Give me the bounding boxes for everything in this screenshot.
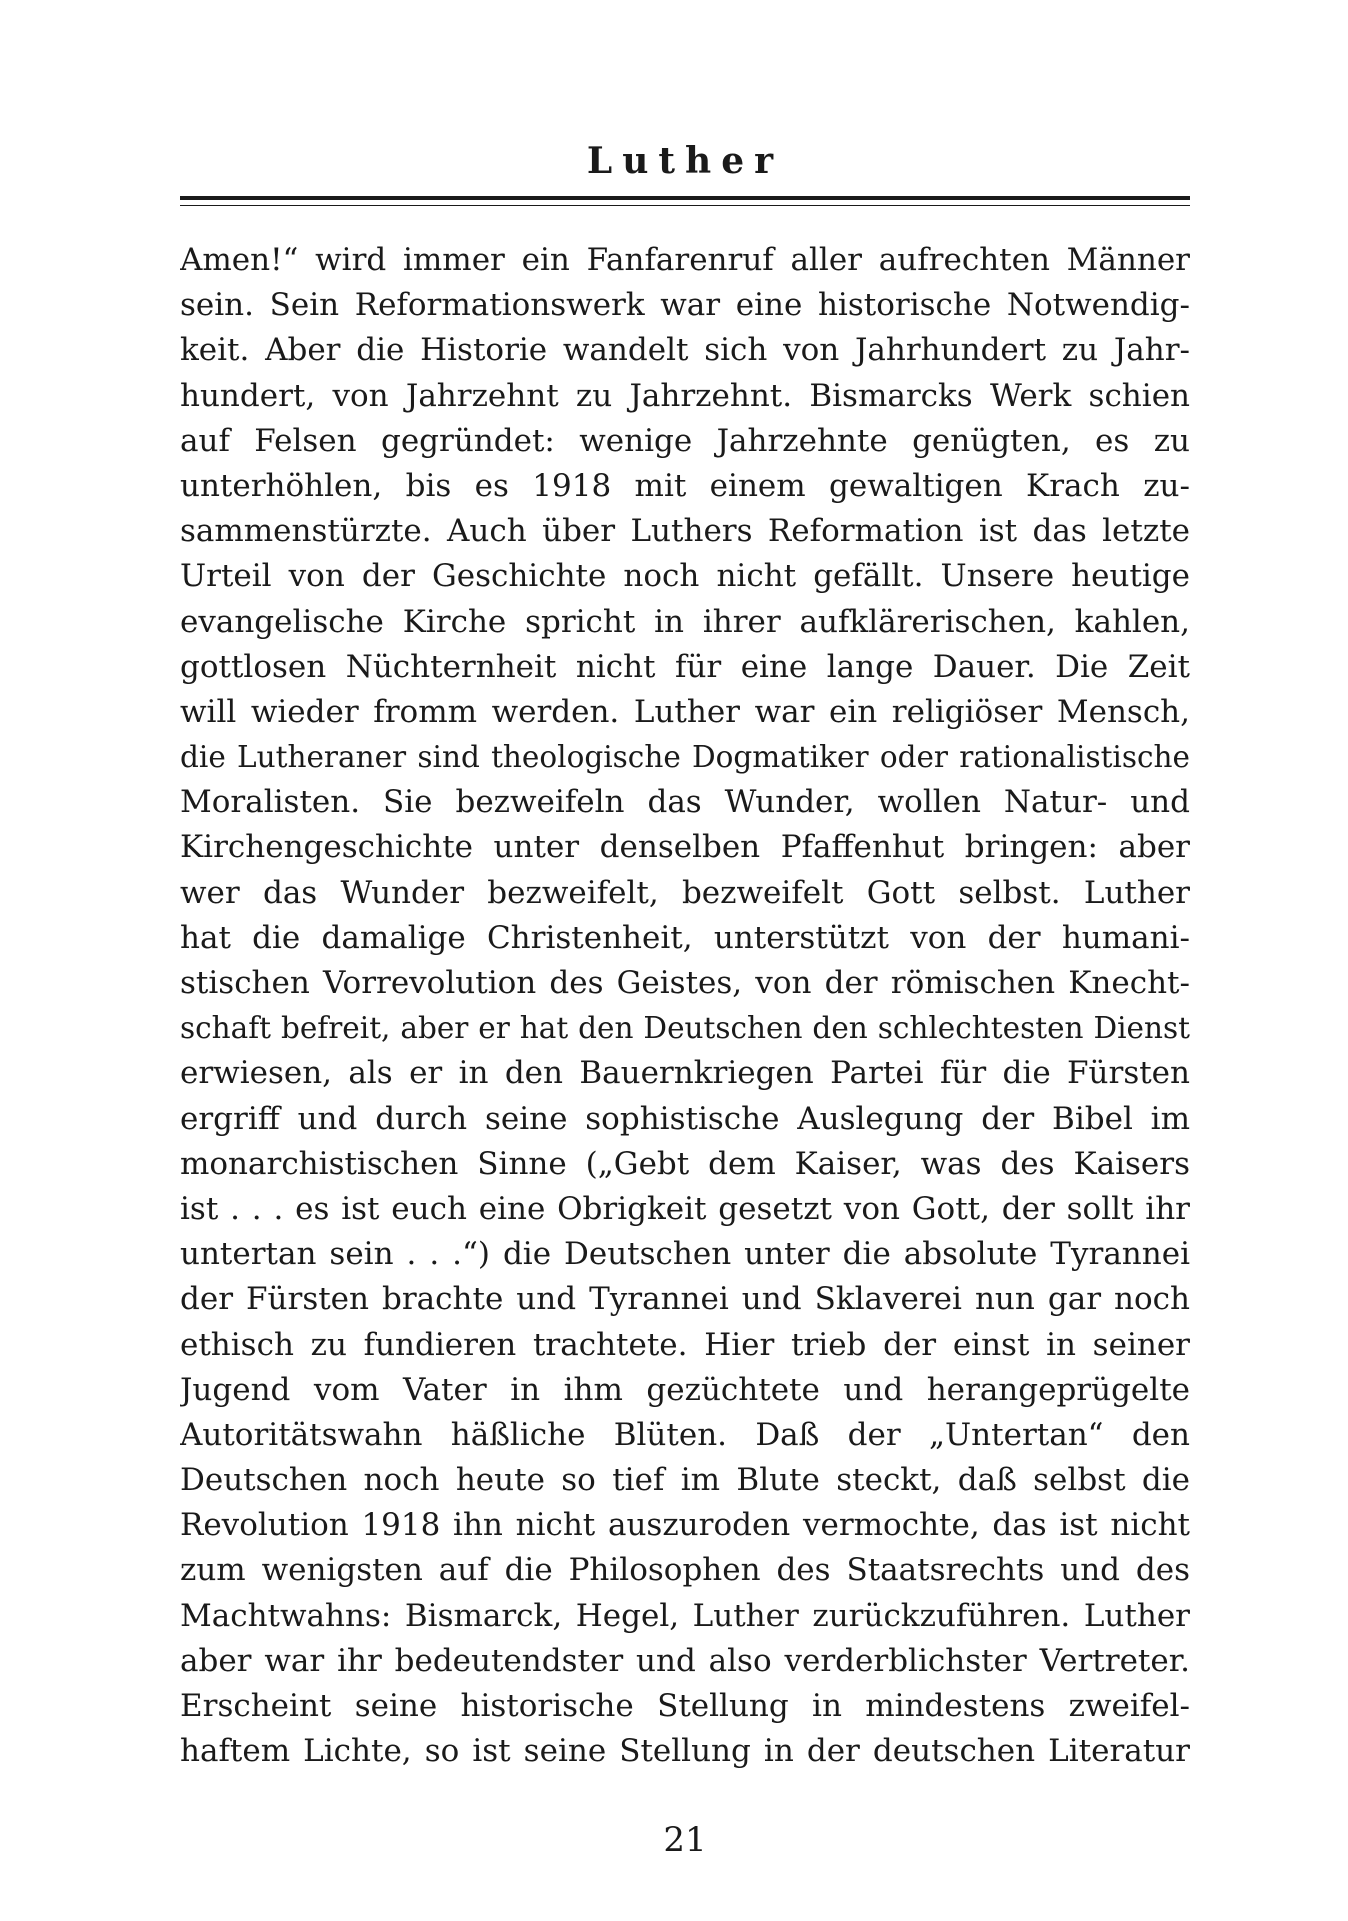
text-line: aber war ihr bedeutendster und also verderblichster Vertreter.: [180, 1642, 1190, 1679]
text-line: will wieder fromm werden. Luther war ein religiöser Mensch,: [180, 693, 1190, 730]
text-line: ist . . . es ist euch eine Obrigkeit gesetzt von Gott, der sollt ihr: [180, 1190, 1190, 1227]
text-line: Kirchengeschichte unter denselben Pfaffenhut bringen: aber: [180, 829, 1190, 866]
text-line: Deutschen noch heute so tief im Blute steckt, daß selbst die: [180, 1462, 1190, 1499]
text-line: ethisch zu fundieren trachtete. Hier trieb der einst in seiner: [180, 1326, 1190, 1363]
text-line: Jugend vom Vater in ihm gezüchtete und herangeprügelte: [180, 1371, 1190, 1408]
text-line: monarchistischen Sinne („Gebt dem Kaiser, was des Kaisers: [180, 1145, 1190, 1182]
text-line: ergriff und durch seine sophistische Auslegung der Bibel im: [180, 1100, 1190, 1137]
text-line: untertan sein . . .“) die Deutschen unter die absolute Tyrannei: [180, 1236, 1190, 1273]
text-line: haftem Lichte, so ist seine Stellung in der deutschen Literatur: [180, 1733, 1190, 1770]
header-rule-thick: [180, 196, 1190, 200]
body-text: [180, 238, 1190, 1774]
text-line: sein. Sein Reformationswerk war eine historische Notwendig-: [180, 287, 1190, 324]
text-line: der Fürsten brachte und Tyrannei und Sklaverei nun gar noch: [180, 1281, 1190, 1318]
text-line: stischen Vorrevolution des Geistes, von der römischen Knecht-: [180, 965, 1190, 1001]
text-line: schaft befreit, aber er hat den Deutschen den schlechtesten Dienst: [180, 1011, 1190, 1046]
text-line: unterhöhlen, bis es 1918 mit einem gewaltigen Krach zu-: [180, 467, 1190, 504]
text-line: keit. Aber die Historie wandelt sich von Jahrhundert zu Jahr-: [180, 332, 1190, 369]
text-line: die Lutheraner sind theologische Dogmatiker oder rationalistische: [180, 740, 1190, 775]
text-line: Revolution 1918 ihn nicht auszuroden vermochte, das ist nicht: [180, 1507, 1190, 1544]
header-rule-thin: [180, 205, 1190, 206]
text-line: Machtwahns: Bismarck, Hegel, Luther zurückzuführen. Luther: [180, 1597, 1190, 1634]
text-line: zum wenigsten auf die Philosophen des Staatsrechts und des: [180, 1552, 1190, 1589]
text-line: Autoritätswahn häßliche Blüten. Daß der „Untertan“ den: [180, 1416, 1190, 1453]
page-number: 21: [663, 1820, 707, 1860]
text-line: evangelische Kirche spricht in ihrer aufklärerischen, kahlen,: [180, 603, 1190, 640]
running-head: Luther: [586, 140, 784, 182]
text-line: Amen!“ wird immer ein Fanfarenruf aller aufrechten Männer: [180, 242, 1190, 278]
text-line: gottlosen Nüchternheit nicht für eine lange Dauer. Die Zeit: [180, 648, 1190, 685]
text-line: hundert, von Jahrzehnt zu Jahrzehnt. Bismarcks Werk schien: [180, 377, 1190, 414]
text-line: sammenstürzte. Auch über Luthers Reformation ist das letzte: [180, 513, 1190, 550]
text-line: Erscheint seine historische Stellung in mindestens zweifel-: [180, 1688, 1190, 1724]
text-line: erwiesen, als er in den Bauernkriegen Partei für die Fürsten: [180, 1055, 1190, 1092]
text-line: Moralisten. Sie bezweifeln das Wunder, wollen Natur- und: [180, 784, 1190, 821]
text-line: wer das Wunder bezweifelt, bezweifelt Gott selbst. Luther: [180, 874, 1190, 911]
text-line: hat die damalige Christenheit, unterstützt von der humani-: [180, 919, 1190, 956]
text-line: auf Felsen gegründet: wenige Jahrzehnte genügten, es zu: [180, 422, 1190, 459]
text-line: Urteil von der Geschichte noch nicht gefällt. Unsere heutige: [180, 558, 1190, 595]
